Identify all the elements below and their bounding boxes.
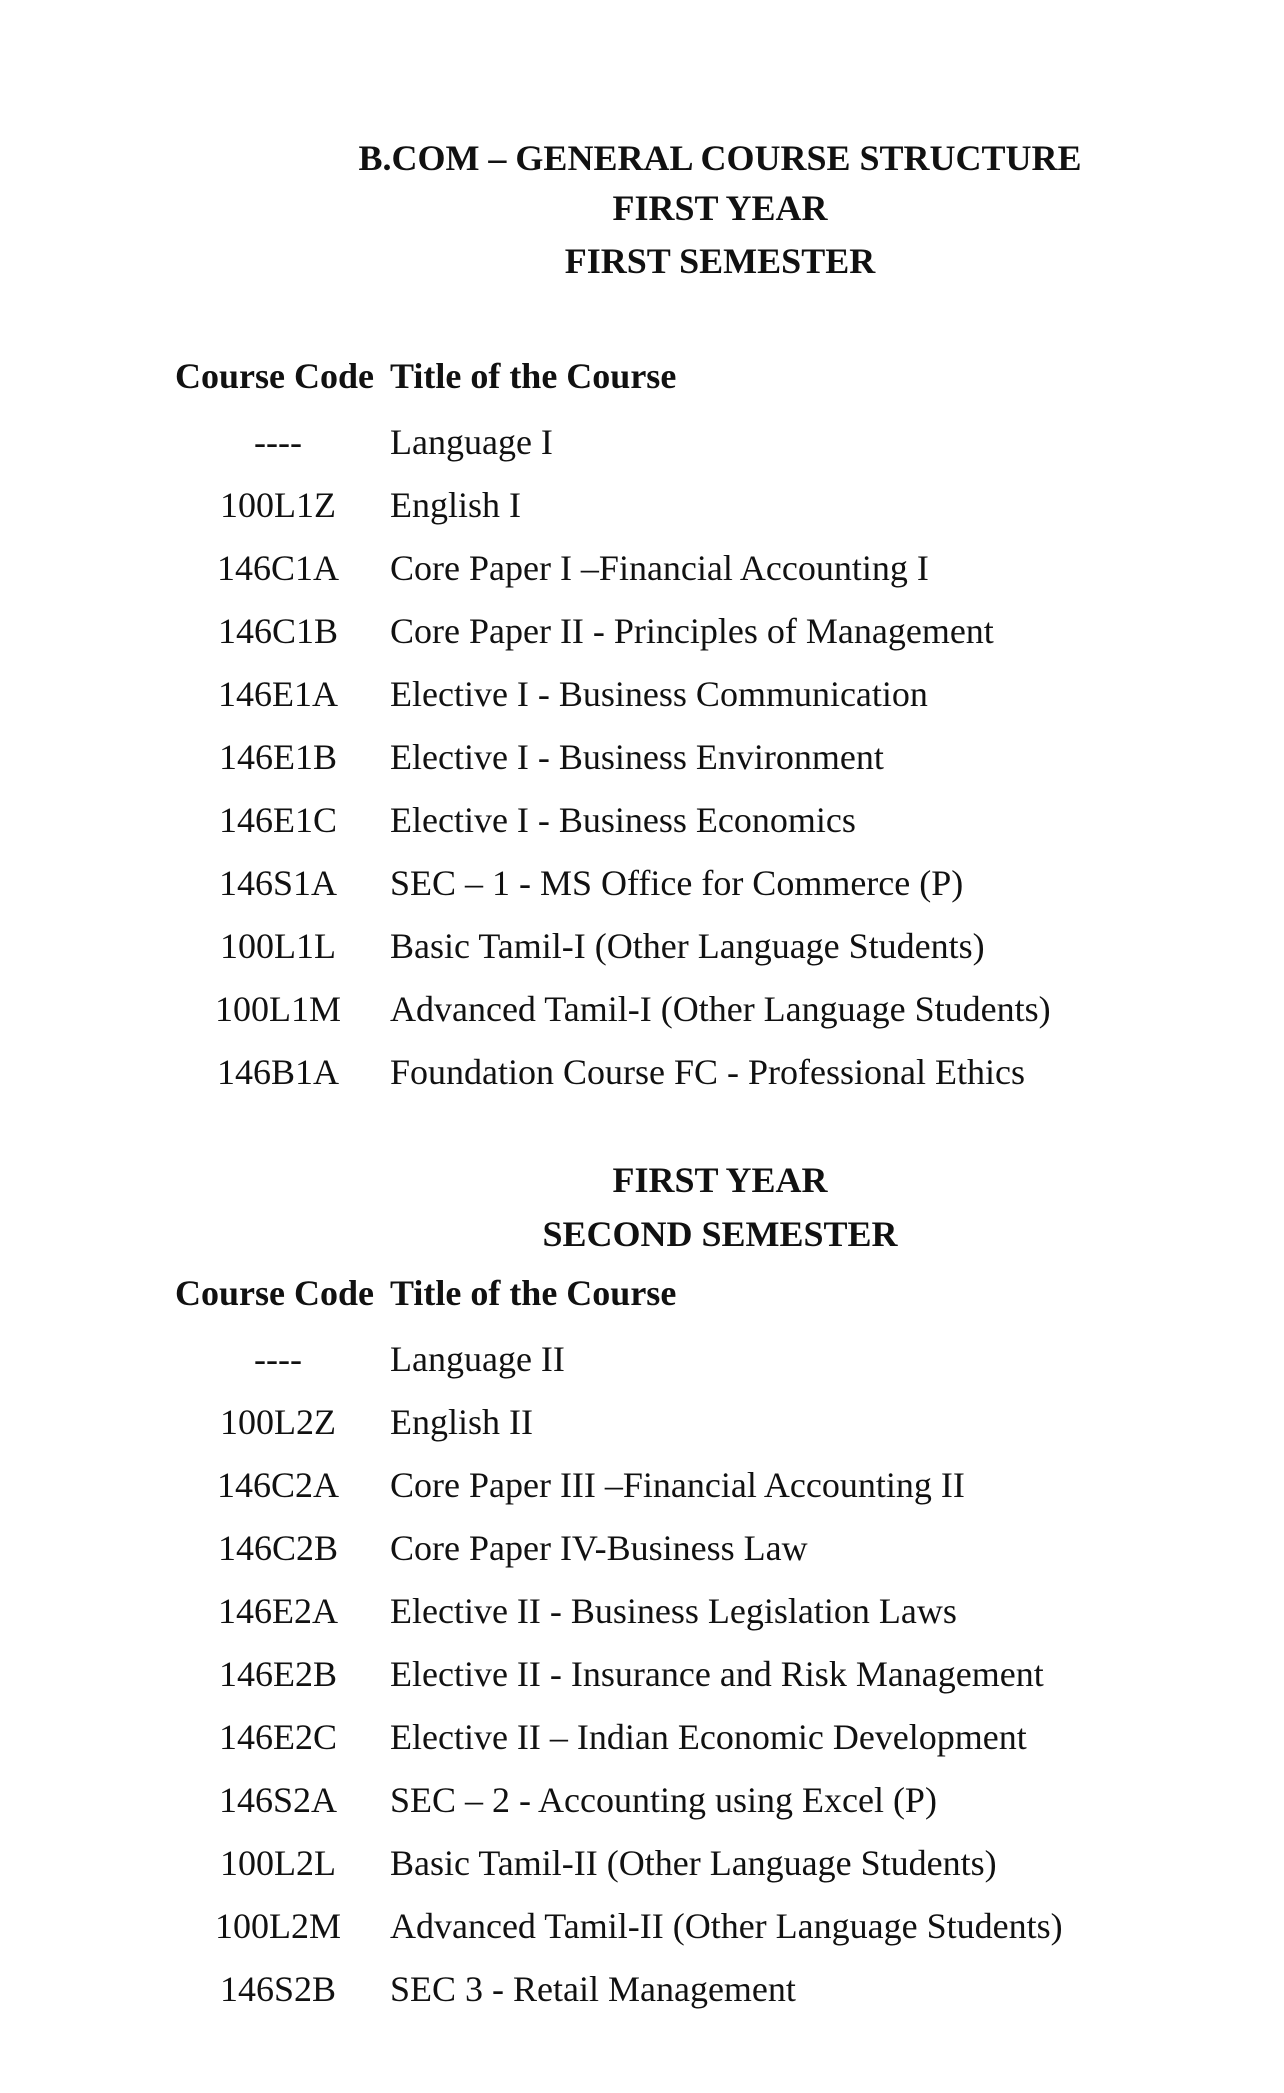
course-code: 100L2L [220, 1843, 336, 1883]
course-code-header: Course Code [175, 356, 374, 396]
table-row [0, 1636, 1284, 1699]
course-title: Core Paper IV-Business Law [390, 1528, 808, 1568]
course-code: 100L1Z [220, 485, 336, 525]
course-title-header: Title of the Course [390, 356, 677, 396]
table-row [0, 1825, 1284, 1888]
course-title: Elective II – Indian Economic Development [390, 1717, 1027, 1757]
course-code: ---- [254, 422, 302, 462]
course-code: 146C1A [216, 548, 339, 588]
course-title: Elective II - Business Legislation Laws [390, 1591, 957, 1631]
table-row [0, 719, 1284, 782]
course-code: 146E2C [218, 1717, 337, 1757]
table-row [0, 467, 1284, 530]
course-title: Foundation Course FC - Professional Ethics [390, 1052, 1025, 1092]
course-title: Basic Tamil-I (Other Language Students) [390, 926, 985, 966]
course-code: 100L1L [220, 926, 336, 966]
table-row [0, 971, 1284, 1034]
table-row [0, 782, 1284, 845]
course-title: Advanced Tamil-I (Other Language Students) [390, 989, 1051, 1029]
course-title: Elective I - Business Environment [390, 737, 884, 777]
table-row [0, 908, 1284, 971]
course-code: ---- [254, 1339, 302, 1379]
course-title: Core Paper III –Financial Accounting II [390, 1465, 965, 1505]
course-title: SEC – 2 - Accounting using Excel (P) [390, 1780, 937, 1820]
course-code: 146S2A [218, 1780, 338, 1820]
course-code: 146E1A [218, 674, 338, 714]
semester-heading-2: SECOND SEMESTER [542, 1214, 898, 1254]
table-header [0, 1273, 1284, 1321]
year-heading-2: FIRST YEAR [612, 1160, 828, 1200]
course-code: 146E1B [218, 737, 337, 777]
semester-heading-1: FIRST SEMESTER [564, 241, 876, 281]
course-code: 100L2Z [220, 1402, 336, 1442]
document-title: B.COM – GENERAL COURSE STRUCTURE [358, 138, 1082, 178]
course-title: SEC – 1 - MS Office for Commerce (P) [390, 863, 964, 903]
year-heading-1: FIRST YEAR [612, 188, 828, 228]
course-title: Elective I - Business Communication [390, 674, 928, 714]
course-code: 146C2B [217, 1528, 339, 1568]
course-code: 146E2B [218, 1654, 337, 1694]
course-code: 146S2B [219, 1969, 337, 2009]
course-title-header: Title of the Course [390, 1273, 677, 1313]
course-title: Basic Tamil-II (Other Language Students) [390, 1843, 997, 1883]
table-row [0, 845, 1284, 908]
course-code-header: Course Code [175, 1273, 374, 1313]
table-row [0, 593, 1284, 656]
course-code: 100L1M [215, 989, 341, 1029]
table-row [0, 656, 1284, 719]
course-title: English I [390, 485, 521, 525]
course-title: Elective II - Insurance and Risk Management [390, 1654, 1044, 1694]
table-row [0, 1384, 1284, 1447]
course-code: 146E1C [218, 800, 337, 840]
table-row [0, 1951, 1284, 2014]
table-row [0, 1447, 1284, 1510]
table-row [0, 1762, 1284, 1825]
course-code: 146C1B [217, 611, 339, 651]
table-row [0, 1699, 1284, 1762]
course-code: 146E2A [218, 1591, 338, 1631]
table-header [0, 356, 1284, 404]
course-title: Core Paper II - Principles of Management [390, 611, 994, 651]
course-code: 100L2M [215, 1906, 341, 1946]
first-semester-table [0, 356, 1284, 1097]
table-row [0, 1573, 1284, 1636]
table-row [0, 530, 1284, 593]
table-row [0, 1034, 1284, 1097]
table-row [0, 1510, 1284, 1573]
course-title: English II [390, 1402, 533, 1442]
course-title: SEC 3 - Retail Management [390, 1969, 796, 2009]
course-code: 146B1A [216, 1052, 339, 1092]
second-semester-table [0, 1273, 1284, 2014]
course-title: Language I [390, 422, 553, 462]
table-row [0, 1888, 1284, 1951]
course-code: 146S1A [218, 863, 338, 903]
table-row [0, 1321, 1284, 1384]
table-row [0, 404, 1284, 467]
course-title: Elective I - Business Economics [390, 800, 856, 840]
course-code: 146C2A [216, 1465, 339, 1505]
course-title: Core Paper I –Financial Accounting I [390, 548, 929, 588]
course-title: Advanced Tamil-II (Other Language Students) [390, 1906, 1063, 1946]
course-title: Language II [390, 1339, 565, 1379]
